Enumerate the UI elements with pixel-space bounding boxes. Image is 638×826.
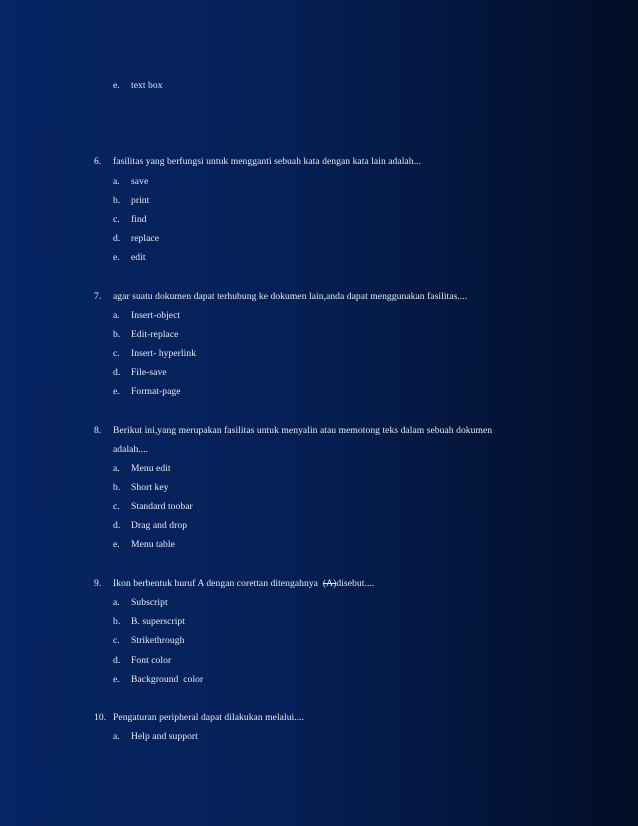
option-letter: b. bbox=[113, 616, 121, 627]
option-text: print bbox=[131, 195, 150, 206]
question-text: Pengaturan peripheral dapat dilakukan melalui.... bbox=[113, 712, 305, 723]
option-letter: a. bbox=[113, 463, 120, 474]
option-text: replace bbox=[131, 233, 160, 244]
question-text-after: disebut.... bbox=[336, 578, 375, 589]
option-letter: c. bbox=[113, 635, 120, 646]
option-text: Standard toobar bbox=[131, 501, 193, 512]
option-letter: e. bbox=[113, 80, 120, 91]
question-text: agar suatu dokumen dapat terhubung ke dokumen lain,anda dapat menggunakan fasilitas.... bbox=[113, 291, 468, 302]
struck-a-symbol: (A) bbox=[322, 578, 337, 589]
option-letter: a. bbox=[113, 597, 120, 608]
option-text: File-save bbox=[131, 367, 167, 378]
question-number: 9. bbox=[94, 578, 102, 589]
option-letter: c. bbox=[113, 348, 120, 359]
option-text: Short key bbox=[131, 482, 169, 493]
option-letter: b. bbox=[113, 329, 121, 340]
option-letter: a. bbox=[113, 731, 120, 742]
option-text: Strikethrough bbox=[131, 635, 185, 646]
option-letter: b. bbox=[113, 482, 121, 493]
option-letter: b. bbox=[113, 195, 121, 206]
option-text: find bbox=[131, 214, 147, 225]
option-letter: e. bbox=[113, 674, 120, 685]
option-text: Format-page bbox=[131, 386, 181, 397]
option-text: Help and support bbox=[131, 731, 198, 742]
option-text: save bbox=[131, 176, 149, 187]
option-letter: d. bbox=[113, 520, 121, 531]
question-text-before: Ikon berbentuk huruf A dengan corettan ditengahnya bbox=[113, 578, 323, 589]
option-text: Subscript bbox=[131, 597, 168, 608]
option-letter: d. bbox=[113, 233, 121, 244]
option-text: Menu edit bbox=[131, 463, 171, 474]
question-text: fasilitas yang berfungsi untuk mengganti sebuah kata dengan kata lain adalah... bbox=[113, 156, 421, 167]
option-text: B. superscript bbox=[131, 616, 185, 627]
option-text: edit bbox=[131, 252, 146, 263]
option-text: Menu table bbox=[131, 539, 175, 550]
question-number: 7. bbox=[94, 291, 102, 302]
option-letter: c. bbox=[113, 214, 120, 225]
option-letter: d. bbox=[113, 655, 121, 666]
option-text: Font color bbox=[131, 655, 172, 666]
option-text: Edit-replace bbox=[131, 329, 179, 340]
option-text: Insert- hyperlink bbox=[131, 348, 197, 359]
option-text: Background color bbox=[131, 674, 204, 685]
option-text: text box bbox=[131, 80, 163, 91]
question-text: Berikut ini,yang merupakan fasilitas untuk menyalin atau memotong teks dalam sebuah dokumen bbox=[113, 425, 493, 436]
option-letter: e. bbox=[113, 252, 120, 263]
question-number: 8. bbox=[94, 425, 102, 436]
option-text: Drag and drop bbox=[131, 520, 188, 531]
option-letter: d. bbox=[113, 367, 121, 378]
question-text: adalah.... bbox=[113, 444, 149, 455]
option-letter: a. bbox=[113, 310, 120, 321]
question-number: 6. bbox=[94, 156, 102, 167]
option-letter: a. bbox=[113, 176, 120, 187]
question-text bbox=[113, 578, 374, 590]
option-text: Insert-object bbox=[131, 310, 181, 321]
option-letter: c. bbox=[113, 501, 120, 512]
option-letter: e. bbox=[113, 539, 120, 550]
question-number: 10. bbox=[94, 712, 107, 723]
option-letter: e. bbox=[113, 386, 120, 397]
